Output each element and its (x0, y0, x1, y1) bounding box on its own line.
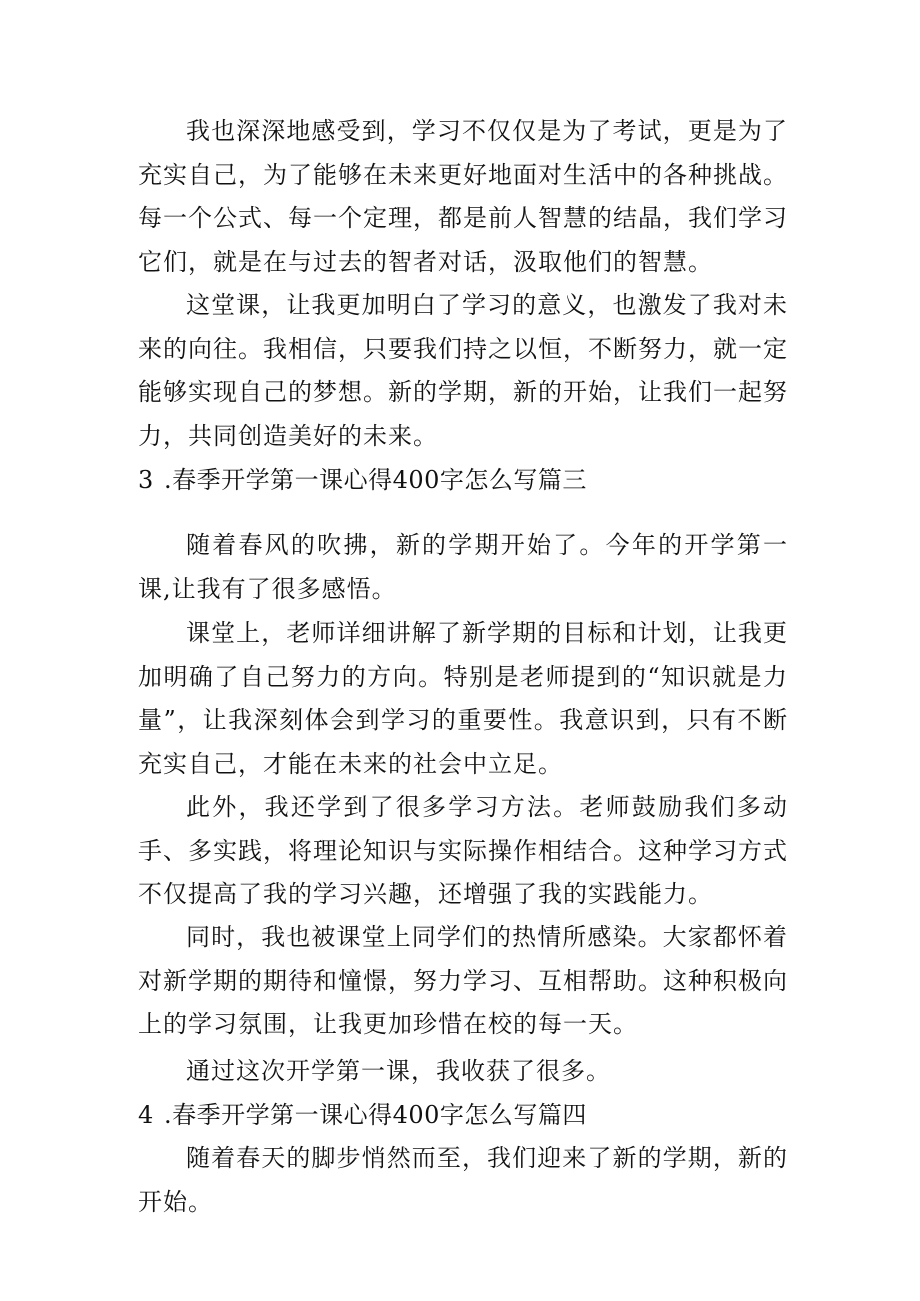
paragraph: 课堂上，老师详细讲解了新学期的目标和计划，让我更加明确了自己努力的方向。特别是老师提到的“知识就是力量”，让我深刻体会到学习的重要性。我意识到，只有不断充实自己，才能在未来的社会中立足。 (138, 619, 788, 778)
paragraph: 同时，我也被课堂上同学们的热情所感染。大家都怀着对新学期的期待和憧憬，努力学习、互相帮助。这种积极向上的学习氛围，让我更加珍惜在校的每一天。 (138, 923, 788, 1038)
paragraph: 此外，我还学到了很多学习方法。老师鼓励我们多动手、多实践，将理论知识与实际操作相结合。这种学习方式不仅提高了我的学习兴趣，还增强了我的实践能力。 (138, 793, 788, 908)
section-heading-3 (138, 459, 788, 503)
paragraph: 这堂课，让我更加明白了学习的意义，也激发了我对未来的向往。我相信，只要我们持之以恒，不断努力，就一定能够实现自己的梦想。新的学期，新的开始，让我们一起努力，共同创造美好的未来。 (138, 291, 788, 450)
section-number: 4 (138, 1101, 154, 1129)
paragraph: 我也深深地感受到，学习不仅仅是为了考试，更是为了充实自己，为了能够在未来更好地面对生活中的各种挑战。每一个公式、每一个定理，都是前人智慧的结晶，我们学习它们，就是在与过去的智者对话，汲取他们的智慧。 (138, 117, 788, 276)
paragraph: 随着春风的吹拂，新的学期开始了。今年的开学第一课,让我有了很多感悟。 (138, 531, 788, 603)
section-number: 3 (138, 466, 154, 494)
paragraph: 通过这次开学第一课，我收获了很多。 (186, 1057, 611, 1085)
section-title: .春季开学第一课心得400字怎么写篇三 (164, 466, 587, 494)
section-heading-4 (138, 1094, 788, 1138)
section-title: .春季开学第一课心得400字怎么写篇四 (164, 1101, 587, 1129)
paragraph: 随着春天的脚步悄然而至，我们迎来了新的学期，新的开始。 (138, 1144, 788, 1216)
